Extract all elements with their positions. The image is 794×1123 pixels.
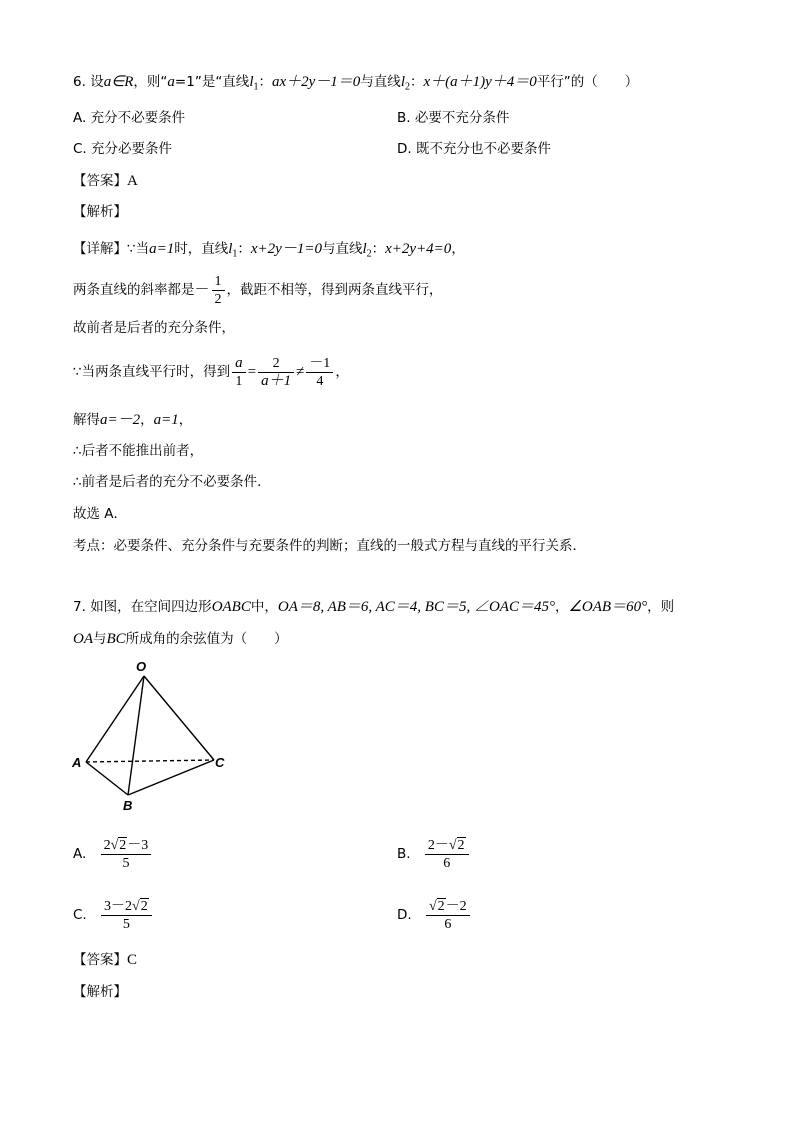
- q6-stem-text: 与直线: [360, 74, 401, 90]
- fraction-numerator: a: [232, 355, 246, 373]
- fraction-denominator: 5: [122, 855, 130, 871]
- q7-stem-line-2: [73, 629, 288, 649]
- ratio-fraction-3: [306, 355, 333, 390]
- q6-stem-text: =1”是“直线: [174, 74, 250, 90]
- num-part: －2: [445, 898, 467, 914]
- edge-bc: [128, 760, 214, 795]
- q6-line-l2-sub: 2: [404, 81, 410, 93]
- q7-stem-text: 与: [93, 631, 107, 647]
- q6-stem-text: ：: [258, 74, 272, 90]
- q7-option-d: [397, 895, 472, 935]
- fraction-numerator: 1: [212, 273, 225, 291]
- radicand: 2: [457, 837, 465, 853]
- detail-text: 时，直线: [174, 241, 229, 257]
- q7-stem-line-1: [73, 597, 674, 617]
- detail-text: ，: [335, 364, 349, 380]
- detail-text: ：: [237, 241, 251, 257]
- num-part: 2: [103, 837, 111, 853]
- edge-oc: [144, 676, 214, 760]
- q6-line-l2: l: [400, 74, 405, 90]
- fraction-denominator: 6: [444, 916, 452, 932]
- detail-text: ：: [371, 241, 386, 257]
- equals-sign: =: [247, 364, 257, 380]
- fraction-numerator: 2－√2: [425, 837, 469, 855]
- q7-stem-math: ∠OAB＝60°: [568, 599, 648, 615]
- detail-text: ∵当: [127, 241, 150, 257]
- q7-stem-math: BC: [106, 631, 126, 647]
- answer-tag: 【答案】: [73, 173, 127, 189]
- fraction-denominator: 1: [235, 373, 243, 389]
- radicand: 2: [119, 837, 127, 853]
- option-label: B.: [397, 846, 411, 862]
- option-label: A.: [73, 846, 87, 862]
- q6-detail-line-8: 故选 A．: [73, 506, 128, 522]
- num-part: 2－: [427, 837, 449, 853]
- q7-stem-text: ，则: [647, 599, 675, 615]
- q7-stem-text: ，: [554, 599, 569, 615]
- q6-stem-math: a∈R: [103, 74, 134, 90]
- q7-stem-math: OA＝8, AB＝6, AC＝4, BC＝5, ∠OAC＝45°: [277, 599, 555, 615]
- q6-answer: [73, 171, 138, 191]
- detail-math: a=－2: [100, 412, 141, 428]
- q7-option-c: [73, 895, 154, 935]
- q6-equation-2: x＋(a＋1)y＋4＝0: [423, 74, 537, 90]
- q7-stem-text: 如图，在空间四边形: [90, 599, 212, 615]
- edge-oa: [86, 676, 144, 762]
- detail-line-l2-sub: 2: [366, 248, 372, 260]
- q7-stem-text: 中，: [250, 599, 278, 615]
- tetrahedron-figure: [66, 656, 236, 816]
- fraction-numerator: 3－2√2: [101, 898, 152, 916]
- detail-text: ∵当两条直线平行时，得到: [73, 364, 231, 380]
- fraction-denominator: 4: [316, 373, 324, 389]
- num-part: －3: [127, 837, 149, 853]
- detail-math: a=1: [149, 241, 175, 257]
- fraction-numerator: －1: [306, 355, 333, 373]
- detail-text: 解得: [73, 412, 100, 428]
- slope-fraction: [212, 273, 225, 308]
- q7-analysis-tag: 【解析】: [73, 984, 127, 1000]
- ratio-fraction-1: [232, 355, 246, 390]
- answer-tag: 【答案】: [73, 952, 127, 968]
- detail-math: x+2y+4=0: [385, 241, 452, 257]
- q6-detail-line-4: [73, 352, 349, 392]
- q6-stem-text: ，则“: [133, 74, 168, 90]
- edge-ob: [128, 676, 144, 795]
- detail-text: ，: [178, 412, 193, 428]
- q6-detail-line-5: [73, 410, 192, 430]
- option-label: C.: [73, 907, 87, 923]
- detail-text: 两条直线的斜率都是: [73, 282, 195, 298]
- q6-stem: [73, 72, 638, 98]
- fraction-denominator: 5: [122, 916, 130, 932]
- vertex-label-o: O: [136, 659, 147, 674]
- radicand: 2: [437, 898, 445, 914]
- q6-analysis-tag: 【解析】: [73, 204, 127, 220]
- edge-ab: [86, 762, 128, 795]
- ratio-fraction-2: [258, 355, 294, 390]
- detail-minus: －: [194, 282, 210, 298]
- q6-option-b: B. 必要不充分条件: [397, 110, 510, 126]
- q6-line-l1-sub: 1: [253, 81, 259, 93]
- q6-stem-text: 设: [90, 74, 104, 90]
- q6-detail-line-1: [73, 239, 465, 265]
- edge-ac-hidden: [86, 760, 214, 762]
- detail-math: a=1: [153, 412, 179, 428]
- answer-value: A: [127, 173, 138, 189]
- q6-detail-line-3: 故前者是后者的充分条件，: [73, 320, 235, 336]
- q7-stem-math: OABC: [211, 599, 251, 615]
- detail-line-l2: l: [362, 241, 367, 257]
- option-b-fraction: [425, 837, 469, 872]
- option-c-fraction: [101, 898, 152, 933]
- fraction-denominator: 2: [214, 291, 222, 307]
- num-part: 3－2: [104, 898, 133, 914]
- detail-text: ，截距不相等，得到两条直线平行，: [226, 282, 443, 298]
- q6-stem-text: 平行”的（ ）: [536, 74, 639, 90]
- q7-stem-text: 所成角的余弦值为（ ）: [125, 631, 288, 647]
- q6-number: 6.: [73, 74, 86, 90]
- q7-option-b: [397, 834, 471, 874]
- detail-tag: 【详解】: [73, 241, 127, 257]
- detail-text: ，: [451, 241, 465, 257]
- q6-option-c: C. 充分必要条件: [73, 141, 173, 157]
- vertex-label-a: A: [72, 755, 82, 770]
- q7-option-a: [73, 834, 153, 874]
- vertex-label-b: B: [123, 798, 133, 813]
- not-equal-sign: ≠: [296, 364, 305, 380]
- option-d-fraction: [426, 898, 470, 933]
- q6-line-l1: l: [249, 74, 254, 90]
- q6-option-a: A. 充分不必要条件: [73, 110, 186, 126]
- q6-detail-line-2: [73, 271, 443, 309]
- q7-stem-math: OA: [73, 631, 93, 647]
- radicand: 2: [140, 898, 148, 914]
- detail-text: ，: [140, 412, 154, 428]
- vertex-label-c: C: [215, 755, 225, 770]
- answer-value: C: [127, 952, 138, 968]
- fraction-numerator: 2√2－3: [101, 837, 152, 855]
- fraction-denominator: 6: [443, 855, 451, 871]
- q6-stem-text: ：: [409, 74, 424, 90]
- q6-stem-math: a: [167, 74, 175, 90]
- q7-number: 7.: [73, 599, 86, 615]
- q6-knowledge-point: 考点：必要条件、充分条件与充要条件的判断；直线的一般式方程与直线的平行关系．: [73, 538, 586, 554]
- detail-line-l1-sub: 1: [232, 248, 238, 260]
- q7-answer: [73, 950, 137, 970]
- detail-math: x+2y－1=0: [250, 241, 322, 257]
- fraction-numerator: √2－2: [426, 898, 470, 916]
- q6-detail-line-6: ∴后者不能推出前者，: [73, 443, 204, 459]
- fraction-numerator: 2: [258, 355, 294, 373]
- q6-detail-line-7: ∴前者是后者的充分不必要条件．: [73, 474, 271, 490]
- q6-equation-1: ax＋2y－1＝0: [271, 74, 361, 90]
- option-a-fraction: [101, 837, 152, 872]
- detail-text: 与直线: [321, 241, 363, 257]
- detail-line-l1: l: [228, 241, 233, 257]
- fraction-denominator: a＋1: [261, 372, 292, 389]
- option-label: D.: [397, 907, 412, 923]
- q6-option-d: D. 既不充分也不必要条件: [397, 141, 551, 157]
